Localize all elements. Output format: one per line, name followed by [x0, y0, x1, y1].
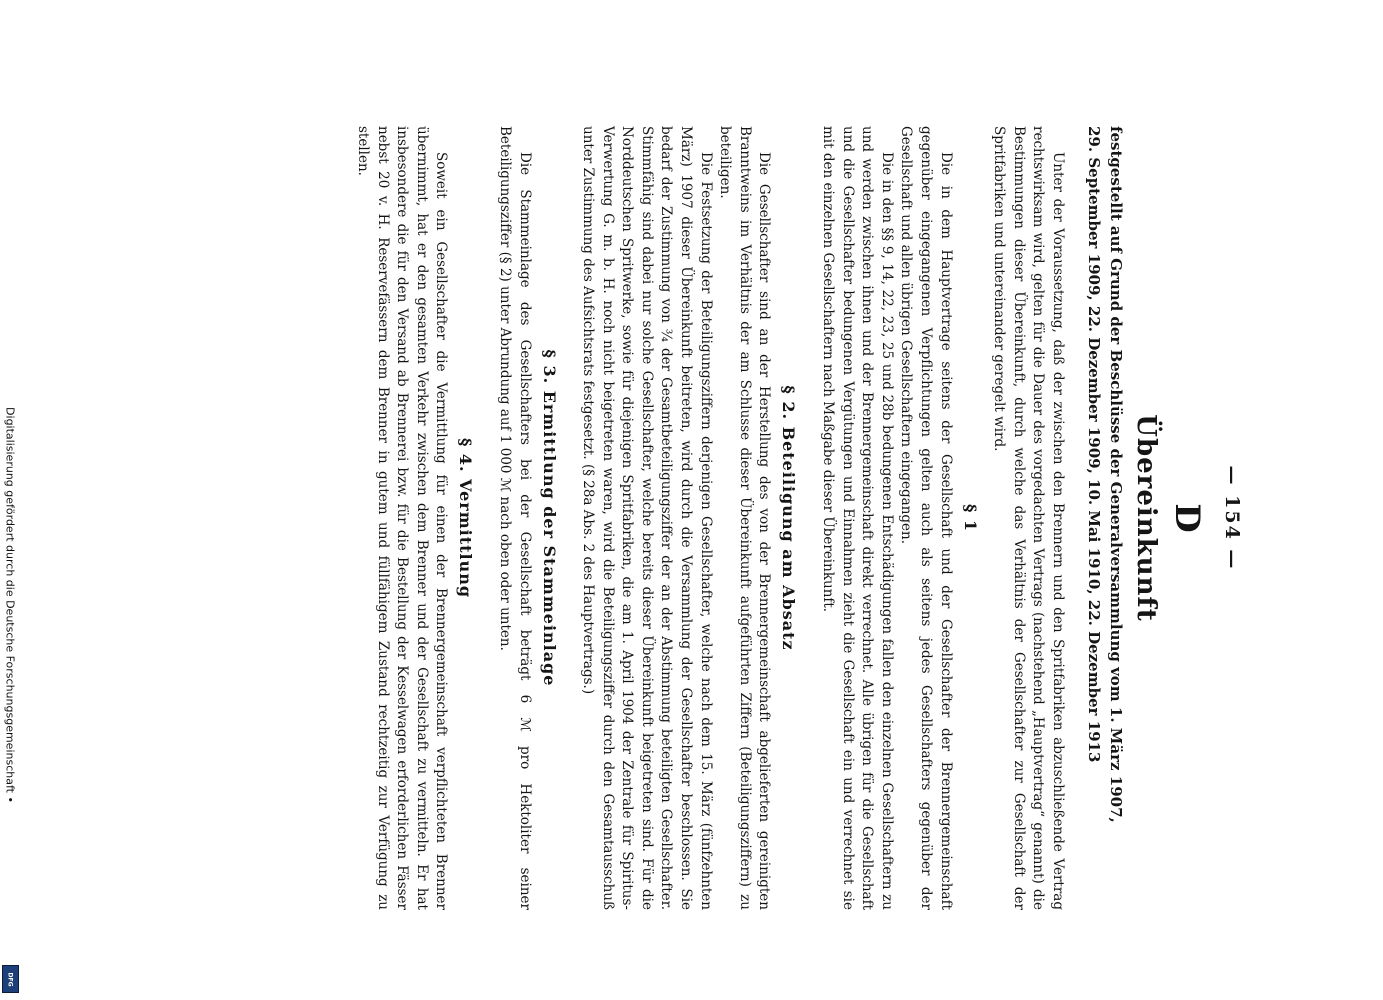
resolution-dates	[1083, 126, 1127, 910]
section-4-paragraph: Soweit ein Gesellschafter die Vermittlung für einen der Brennergemeinschaft verpflichteten Brenner übernimmt, hat er den gesamten Verkehr zwischen dem Brenner und der Gesellschaft zu vermitteln. Er hat insbesondere die für den Versand ab Brennerei bzw. für die Bestellung der Kesselwagen erforderlichen Fässer nebst 20 v. H. Reservefässern dem Brenner in gutem und füllfähigem Zustand rechtzeitig zur Verfügung zu stellen.	[354, 126, 450, 910]
digitization-note: Digitalisierung gefördert durch die Deutsche Forschungsgemeinschaft •	[3, 407, 17, 803]
dfg-logo: DFG	[2, 965, 19, 993]
section-heading-3: § 3. Ermittlung der Stammeinlage	[539, 349, 559, 687]
section-2-paragraph: Die Gesellschafter sind an der Herstellung des von der Brennergemeinschaft abgelieferten gereinigten Branntweins im Verhältnis der am Schlusse dieser Übereinkunft aufgeführten Ziffern (Beteiligungsziffern) zu beteiligen.	[717, 126, 773, 910]
section-3-paragraph: Die Stammeinlage des Gesellschafters bei der Gesellschaft beträgt 6 ℳ pro Hektoliter seiner Beteiligungsziffer (§ 2) unter Abrundung auf 1 000 ℳ nach oben oder unten.	[496, 126, 533, 910]
section-heading-1: § 1	[960, 503, 980, 533]
intro-paragraph: Unter der Voraussetzung, daß der zwischen den Brennern und den Spritfabriken abzuschließende Vertrag rechtswirksam wird, gelten für die Dauer des vorgedachten Vertrags (nachstehend „Hauptvertrag“ genannt) die Bestimmungen dieser Übereinkunft, durch welche das Verhältnis der Gesellschafter zur Gesellschaft der Spritfabriken und untereinander geregelt wird.	[991, 126, 1066, 910]
document-title: Übereinkunft	[1131, 414, 1161, 622]
page-content	[125, 92, 1255, 932]
section-2-paragraph: Die Festsetzung der Beteiligungsziffern derjenigen Gesellschafter, welche nach dem 15. März (fünfzehnten März) 1907 dieser Übereinkunft beitreten, wird durch die Versammlung der Gesellschafter beschlossen. Sie bedarf der Zustimmung von ¾ der Gesamtbeteiligungsziffer der an der Abstimmung beteiligten Gesellschafter. Stimmfähig sind dabei nur solche Gesellschafter, welche bereits dieser Übereinkunft beigetreten sind. Für die Norddeutschen Spritwerke, sowie für diejenigen Spritfabriken, die am 1. April 1904 der Zentrale für Spiritus-Verwertung G. m. b. H. noch nicht beigetreten waren, wird die Beteiligungsziffer durch den Gesamtausschuß unter Zustimmung des Aufsichtsrats festgesetzt. (§ 28a Abs. 2 des Hauptvertrags.)	[580, 126, 714, 910]
date-line: festgestellt auf Grund der Beschlüsse der Generalversammlung vom 1. März 1907,	[1107, 126, 1125, 823]
section-heading-4: § 4. Vermittlung	[456, 437, 476, 599]
date-line: 29. September 1909, 22. Dezember 1909, 10. Mai 1910, 22. Dezember 1913	[1085, 126, 1103, 763]
section-heading-2: § 2. Beteiligung am Absatz	[779, 385, 799, 651]
section-1-paragraph: Die in den §§ 9, 14, 22, 23, 25 und 28b bedungenen Entschädigungen fallen den einzelnen Gesellschaftern zu und werden zwischen ihnen und der Brennergemeinschaft direkt verrechnet. Alle übrigen für die Gesellschaft und die Gesellschafter bedungenen Vergütungen und Einnahmen zieht die Gesellschaft ein und verrechnet sie mit den einzelnen Gesellschaftern nach Maßgabe dieser Übereinkunft.	[820, 126, 895, 910]
text-column	[352, 92, 1255, 932]
scanned-page	[125, 92, 1255, 932]
appendix-letter: D	[1167, 503, 1207, 533]
digitization-sidebar	[0, 0, 20, 1000]
section-1-paragraph: Die in dem Hauptvertrage seitens der Gesellschaft und der Gesellschafter der Brennergemeinschaft gegenüber eingegangenen Verpflichtungen gelten auch als seitens jedes Gesellschafters gegenüber der Gesellschaft und allen übrigen Gesellschaftern eingegangen.	[898, 126, 954, 910]
page-number: — 154 —	[1221, 465, 1243, 571]
